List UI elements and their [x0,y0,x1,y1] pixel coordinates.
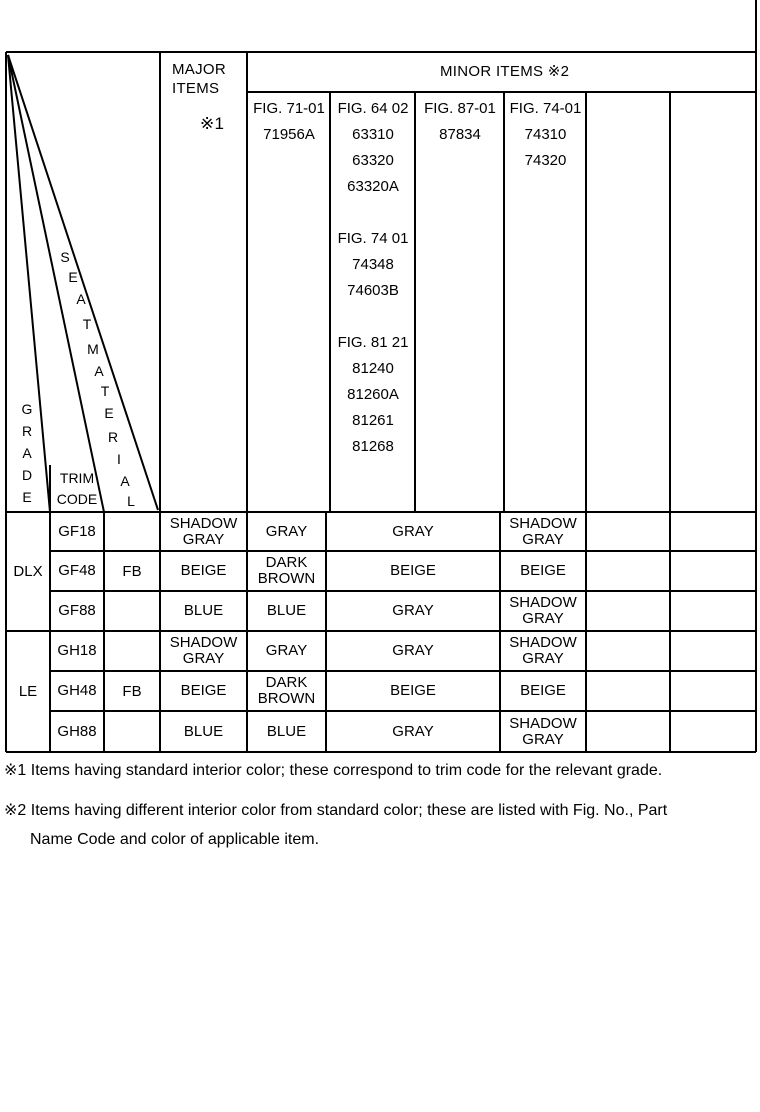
minor-color-col3: SHADOW GRAY [509,714,577,748]
major-items-header: MAJOR ITEMS [172,61,226,97]
seat-material-letter: A [120,473,130,489]
minor-items-header: MINOR ITEMS ※2 [440,63,570,80]
seat-material-letter: A [76,291,86,307]
seat-material-letter: I [117,451,121,467]
seat-material-letter: M [87,341,99,357]
major-color: BEIGE [180,682,227,699]
minor-color-col1: GRAY [265,522,308,540]
seat-material-letter: S [60,249,70,265]
trim-code: GF88 [58,602,96,619]
grade-letter: D [21,467,33,483]
minor-color-col1: BLUE [266,722,307,740]
minor-col-4-figs: FIG. 74-01 74310 74320 [509,100,582,169]
major-color: SHADOW GRAY [169,634,238,667]
minor-color-col3: SHADOW GRAY [509,514,577,548]
minor-color-col3: BEIGE [520,562,566,579]
minor-color-col2: BEIGE [390,682,436,699]
trim-code: GH88 [57,722,97,740]
minor-color-col2: BEIGE [390,562,436,579]
minor-color-col1: GRAY [265,642,308,659]
grade-le: LE [18,682,38,700]
trim-code: GH18 [57,642,97,659]
seat-material-letter: T [82,316,92,332]
minor-col-3-figs: FIG. 87-01 87834 [424,100,496,143]
seat-material-letter: E [68,269,78,285]
grade-letter: E [22,489,32,505]
minor-color-col2: GRAY [392,642,434,659]
seat-material-letter: R [107,429,119,445]
minor-color-col3: SHADOW GRAY [509,634,577,667]
footnote-2-line2: Name Code and color of applicable item. [30,831,320,848]
footnote-1: ※1 Items having standard interior color; these correspond to trim code for the relevant grade. [4,762,663,779]
grade-letter: G [21,401,33,417]
trim-code-label: TRIM CODE [56,470,98,507]
minor-col-1-figs: FIG. 71-01 71956A [253,100,325,143]
seat-material-letter: L [127,493,135,509]
minor-color-col2: GRAY [392,722,434,740]
major-color: BLUE [183,722,224,740]
trim-code: GH48 [57,682,97,699]
minor-color-col2: GRAY [392,522,434,540]
minor-color-col2: GRAY [392,602,434,619]
trim-code: GF18 [58,522,96,540]
major-items-mark: ※1 [200,114,225,133]
seat-material-letter: A [94,363,104,379]
seat-material-le: FB [122,682,142,700]
minor-color-col1: DARK BROWN [257,674,316,707]
grade-letter: A [22,445,32,461]
grade-letter: R [21,423,33,439]
minor-color-col3: SHADOW GRAY [509,594,577,627]
footnote-2-line1: ※2 Items having different interior color from standard color; these are listed with Fig. No., Part [4,802,668,819]
trim-code: GF48 [58,562,96,579]
minor-col-2-figs: FIG. 64 02 63310 63320 63320A FIG. 74 01 74348 74603B FIG. 81 21 81240 81260A 81261 81268 [337,100,409,455]
major-color: SHADOW GRAY [169,514,238,548]
minor-color-col1: DARK BROWN [257,554,316,587]
major-color: BLUE [183,602,224,619]
grade-dlx: DLX [13,562,43,580]
seat-material-letter: E [104,405,114,421]
seat-material-dlx: FB [122,562,142,580]
major-color: BEIGE [180,562,227,579]
seat-material-letter: T [100,383,110,399]
minor-color-col1: BLUE [266,602,307,619]
minor-color-col3: BEIGE [520,682,566,699]
